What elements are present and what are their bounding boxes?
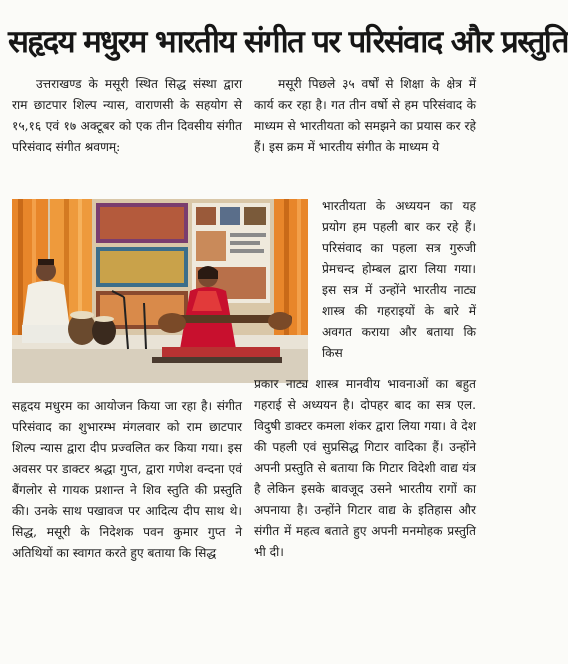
article-column-top-right xyxy=(254,74,476,214)
article-column-bottom-left xyxy=(12,396,242,658)
article-paragraph: प्रकार नाट्य शास्त्र मानवीय भावनाओं का बहुत गहराई से अध्ययन है। दोपहर बाद का सत्र एल. विदुषी डाक्टर कमला शंकर द्वारा लिया गया। वे देश की पहली एवं सुप्रसिद्ध गिटार वादिका हैं। उन्होंने अपनी प्रस्तुति से बताया कि गिटार विदेशी वाद्य यंत्र है लेकिन इसके बावजूद उसने भारतीय रागों का अपनाया है। उन्होंने गिटार वाद्य के इतिहास और संगीत में महत्व बताते हुए अपनी मनमोहक प्रस्तुति भी दी। xyxy=(254,377,476,559)
article-paragraph: मसूरी पिछले ३५ वर्षों से शिक्षा के क्षेत्र में कार्य कर रहा है। गत तीन वर्षो से हम परिसंवाद के माध्यम से भारतीयता को समझने का प्रयास कर रहे हैं। इस क्रम में भारतीय संगीत के माध्यम ये xyxy=(254,77,476,154)
article-column-bottom-right xyxy=(254,374,476,658)
news-photo-musicians xyxy=(12,199,308,383)
article-paragraph: उत्तराखण्ड के मसूरी स्थित सिद्ध संस्था द्वारा राम छाटपार शिल्प न्यास, वाराणसी के सहयोग से १५,१६ एवं १७ अक्टूबर को एक तीन दिवसीय संगीत परिसंवाद संगीत श्रवणम्: xyxy=(12,77,242,154)
article-paragraph: भारतीयता के अध्ययन का यह प्रयोग हम पहली बार कर रहे हैं। परिसंवाद का पहला सत्र गुरुजी प्रेमचन्द होम्बल द्वारा लिया गया। इस सत्र में उन्होंने भारतीय नाट्य शास्त्र की गहराइयों के बारे में अवगत कराया और बताया कि किस xyxy=(322,199,476,360)
headline: सहृदय मधुरम भारतीय संगीत पर परिसंवाद और प्रस्तुति xyxy=(8,24,568,60)
article-column-top-left xyxy=(12,74,242,192)
article-paragraph: सहृदय मधुरम का आयोजन किया जा रहा है। संगीत परिसंवाद का शुभारम्भ मंगलवार को राम छाटपार शिल्प न्यास द्वारा दीप प्रज्वलित कर किया गया। इस अवसर पर डाक्टर श्रद्धा गुप्त, द्वारा गणेश वन्दना एवं बैंगलोर से गायक प्रशान्त ने शिव स्तुति की प्रस्तुति की। उनके साथ पखावज पर आदित्य दीप साथ थे। सिद्ध, मसूरी के निदेशक पवन कुमार गुप्त ने अतिथियों का स्वागत करते हुए बताया कि सिद्ध xyxy=(12,399,242,560)
article-column-wrap-right xyxy=(322,196,476,396)
